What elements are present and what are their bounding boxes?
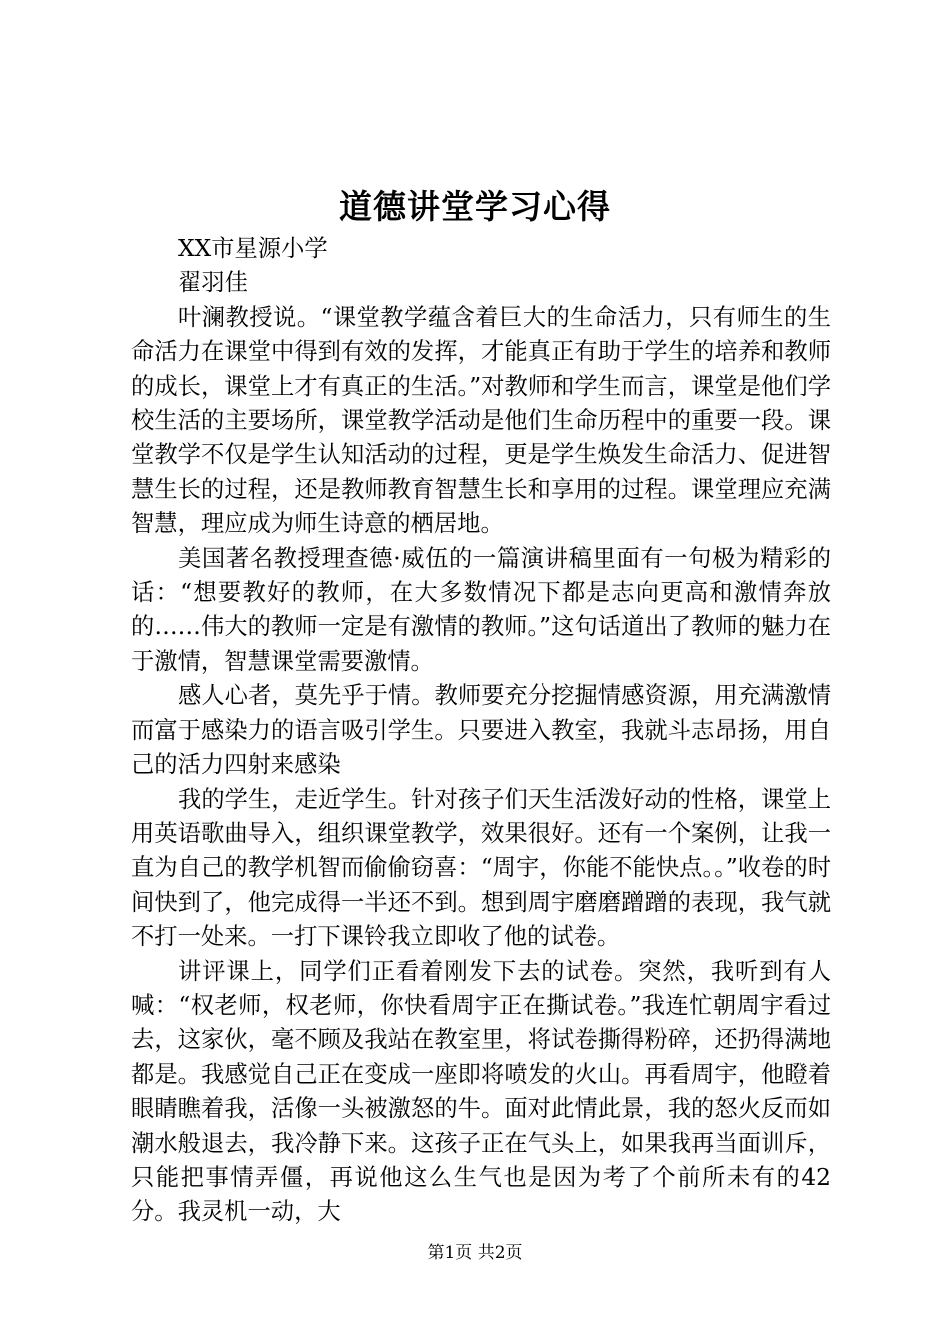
- paragraph-4: 我的学生，走近学生。针对孩子们天生活泼好动的性格，课堂上用英语歌曲导入，组织课堂教学，效果很好。还有一个案例，让我一直为自己的教学机智而偷偷窃喜：“周宇，你能不能快点。。”收卷的时间快到了，他完成得一半还不到。想到周宇磨磨蹭蹭的表现，我气就不打一处来。一打下课铃我立即收了他的试卷。: [131, 785, 831, 951]
- author-name: 翟羽佳: [178, 269, 248, 297]
- page-footer: 第1页 共2页: [427, 1243, 523, 1263]
- document-title: 道德讲堂学习心得: [339, 187, 611, 226]
- paragraph-3: 感人心者，莫先乎于情。教师要充分挖掘情感资源，用充满激情而富于感染力的语言吸引学生。只要进入教室，我就斗志昂扬，用自己的活力四射来感染: [131, 682, 831, 779]
- paragraph-1: 叶澜教授说。“课堂教学蕴含着巨大的生命活力，只有师生的生命活力在课堂中得到有效的发挥，才能真正有助于学生的培养和教师的成长，课堂上才有真正的生活。”对教师和学生而言，课堂是他们学校生活的主要场所，课堂教学活动是他们生命历程中的重要一段。课堂教学不仅是学生认知活动的过程，更是学生焕发生命活力、促进智慧生长的过程，还是教师教育智慧生长和享用的过程。课堂理应充满智慧，理应成为师生诗意的栖居地。: [131, 303, 831, 538]
- paragraph-2: 美国著名教授理查德·威伍的一篇演讲稿里面有一句极为精彩的话：“想要教好的教师，在大多数情况下都是志向更高和激情奔放的……伟大的教师一定是有激情的教师。”这句话道出了教师的魅力在于激情，智慧课堂需要激情。: [131, 544, 831, 675]
- document-body: [131, 232, 831, 1230]
- school-name: XX市星源小学: [178, 235, 328, 262]
- paragraph-5: 讲评课上，同学们正看着刚发下去的试卷。突然，我听到有人喊：“权老师，权老师，你快看周宇正在撕试卷。”我连忙朝周宇看过去，这家伙，毫不顾及我站在教室里，将试卷撕得粉碎，还扔得满地都是。我感觉自己正在变成一座即将喷发的火山。再看周宇，他瞪着眼睛瞧着我，活像一头被激怒的牛。面对此情此景，我的怒火反而如潮水般退去，我冷静下来。这孩子正在气头上，如果我再当面训斥，只能把事情弄僵，再说他这么生气也是因为考了个前所未有的42分。我灵机一动，大: [131, 957, 831, 1226]
